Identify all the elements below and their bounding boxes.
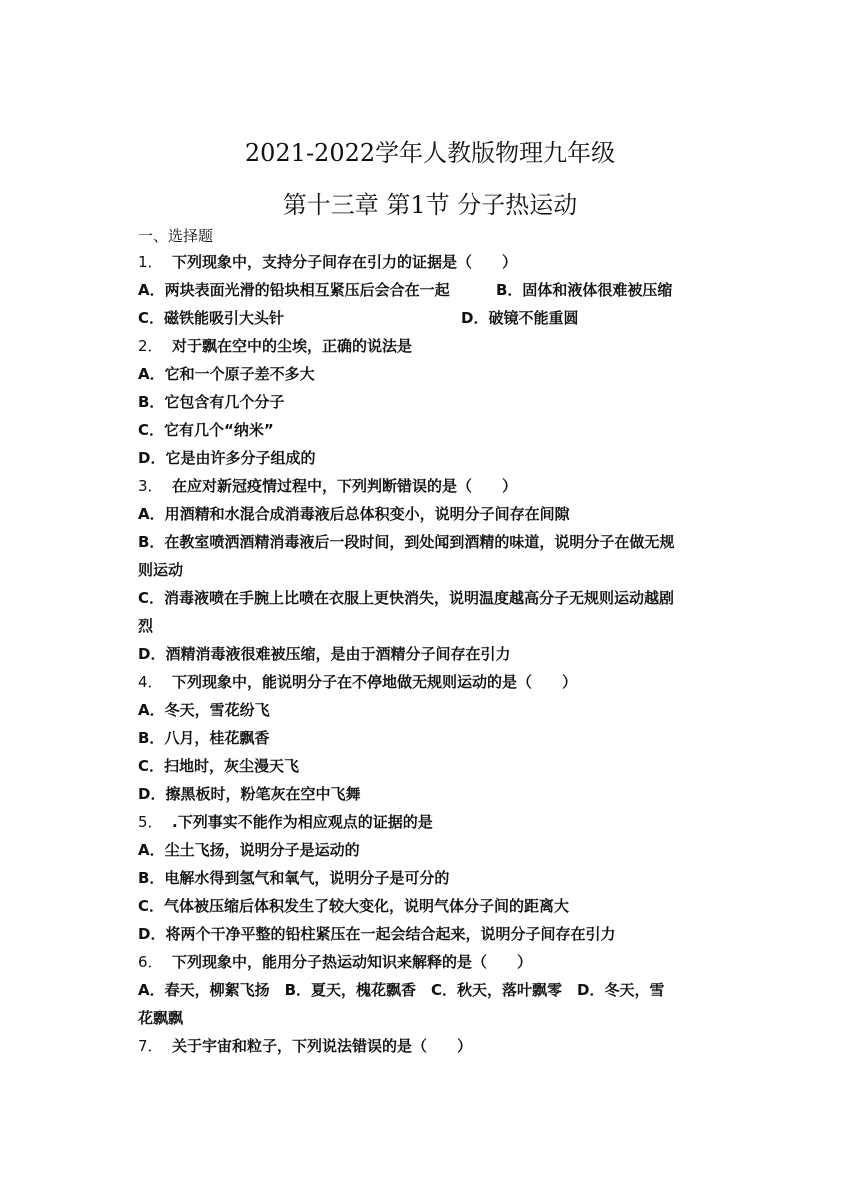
question-2-option-c: C．它有几个“纳米” bbox=[138, 421, 274, 439]
question-5-option-c: C．气体被压缩后体积发生了较大变化，说明气体分子间的距离大 bbox=[138, 897, 570, 915]
section-heading: 一、选择题 bbox=[138, 227, 214, 245]
question-3-option-c-line2: 烈 bbox=[138, 617, 154, 635]
question-3-option-a: A．用酒精和水混合成消毒液后总体积变小，说明分子间存在间隙 bbox=[138, 505, 570, 523]
question-4-option-c: C．扫地时，灰尘漫天飞 bbox=[138, 757, 300, 775]
question-1-option-b: B．固体和液体很难被压缩 bbox=[496, 281, 673, 299]
question-5-option-d: D．将两个干净平整的铅柱紧压在一起会结合起来，说明分子间存在引力 bbox=[138, 925, 616, 943]
question-3-option-b-line2: 则运动 bbox=[138, 561, 184, 579]
question-2-option-a: A．它和一个原子差不多大 bbox=[138, 365, 315, 383]
question-1-stem bbox=[138, 251, 517, 272]
question-number: 2． bbox=[138, 337, 163, 355]
question-1-option-d: D．破镜不能重圆 bbox=[461, 309, 579, 327]
question-4-option-b: B．八月，桂花飘香 bbox=[138, 729, 270, 747]
question-text: 对于飘在空中的尘埃，正确的说法是 bbox=[172, 337, 413, 355]
question-text: 关于宇宙和粒子，下列说法错误的是（ ） bbox=[172, 1037, 473, 1055]
question-4-stem bbox=[138, 671, 577, 692]
question-text: 在应对新冠疫情过程中，下列判断错误的是（ ） bbox=[172, 477, 518, 495]
question-6-options-line2: 花飘飘 bbox=[138, 1009, 184, 1027]
chapter-title: 第十三章 第1节 分子热运动 bbox=[282, 191, 578, 219]
question-5-option-b: B．电解水得到氢气和氧气，说明分子是可分的 bbox=[138, 869, 450, 887]
question-6-options-line1: A．春天，柳絮飞扬 B．夏天，槐花飘香 C．秋天，落叶飘零 D．冬天，雪 bbox=[138, 981, 665, 999]
question-6-stem bbox=[138, 951, 532, 972]
question-1-option-c: C．磁铁能吸引大头针 bbox=[138, 309, 285, 327]
question-3-option-d: D．酒精消毒液很难被压缩，是由于酒精分子间存在引力 bbox=[138, 645, 511, 663]
question-number: 5． bbox=[138, 813, 163, 831]
question-number: 1． bbox=[138, 253, 163, 271]
question-7-stem bbox=[138, 1035, 472, 1056]
document-title: 2021-2022学年人教版物理九年级 bbox=[244, 139, 616, 167]
question-2-option-d: D．它是由许多分子组成的 bbox=[138, 449, 316, 467]
question-text: .下列事实不能作为相应观点的证据的是 bbox=[172, 813, 433, 831]
question-4-option-d: D．擦黑板时，粉笔灰在空中飞舞 bbox=[138, 785, 361, 803]
question-2-stem bbox=[138, 335, 412, 356]
question-text: 下列现象中，能用分子热运动知识来解释的是（ ） bbox=[172, 953, 533, 971]
question-text: 下列现象中，能说明分子在不停地做无规则运动的是（ ） bbox=[172, 673, 578, 691]
question-4-option-a: A．冬天，雪花纷飞 bbox=[138, 701, 270, 719]
question-number: 3． bbox=[138, 477, 163, 495]
question-2-option-b: B．它包含有几个分子 bbox=[138, 393, 285, 411]
question-1-option-a: A．两块表面光滑的铅块相互紧压后会合在一起 bbox=[138, 281, 450, 299]
question-number: 4． bbox=[138, 673, 163, 691]
question-3-option-c-line1: C．消毒液喷在手腕上比喷在衣服上更快消失，说明温度越高分子无规则运动越剧 bbox=[138, 589, 675, 607]
question-text: 下列现象中，支持分子间存在引力的证据是（ ） bbox=[172, 253, 518, 271]
question-5-stem bbox=[138, 811, 433, 832]
question-3-option-b-line1: B．在教室喷洒酒精消毒液后一段时间，到处闻到酒精的味道，说明分子在做无规 bbox=[138, 533, 675, 551]
question-5-option-a: A．尘土飞扬，说明分子是运动的 bbox=[138, 841, 360, 859]
question-number: 6． bbox=[138, 953, 163, 971]
question-3-stem bbox=[138, 475, 517, 496]
question-number: 7． bbox=[138, 1037, 163, 1055]
